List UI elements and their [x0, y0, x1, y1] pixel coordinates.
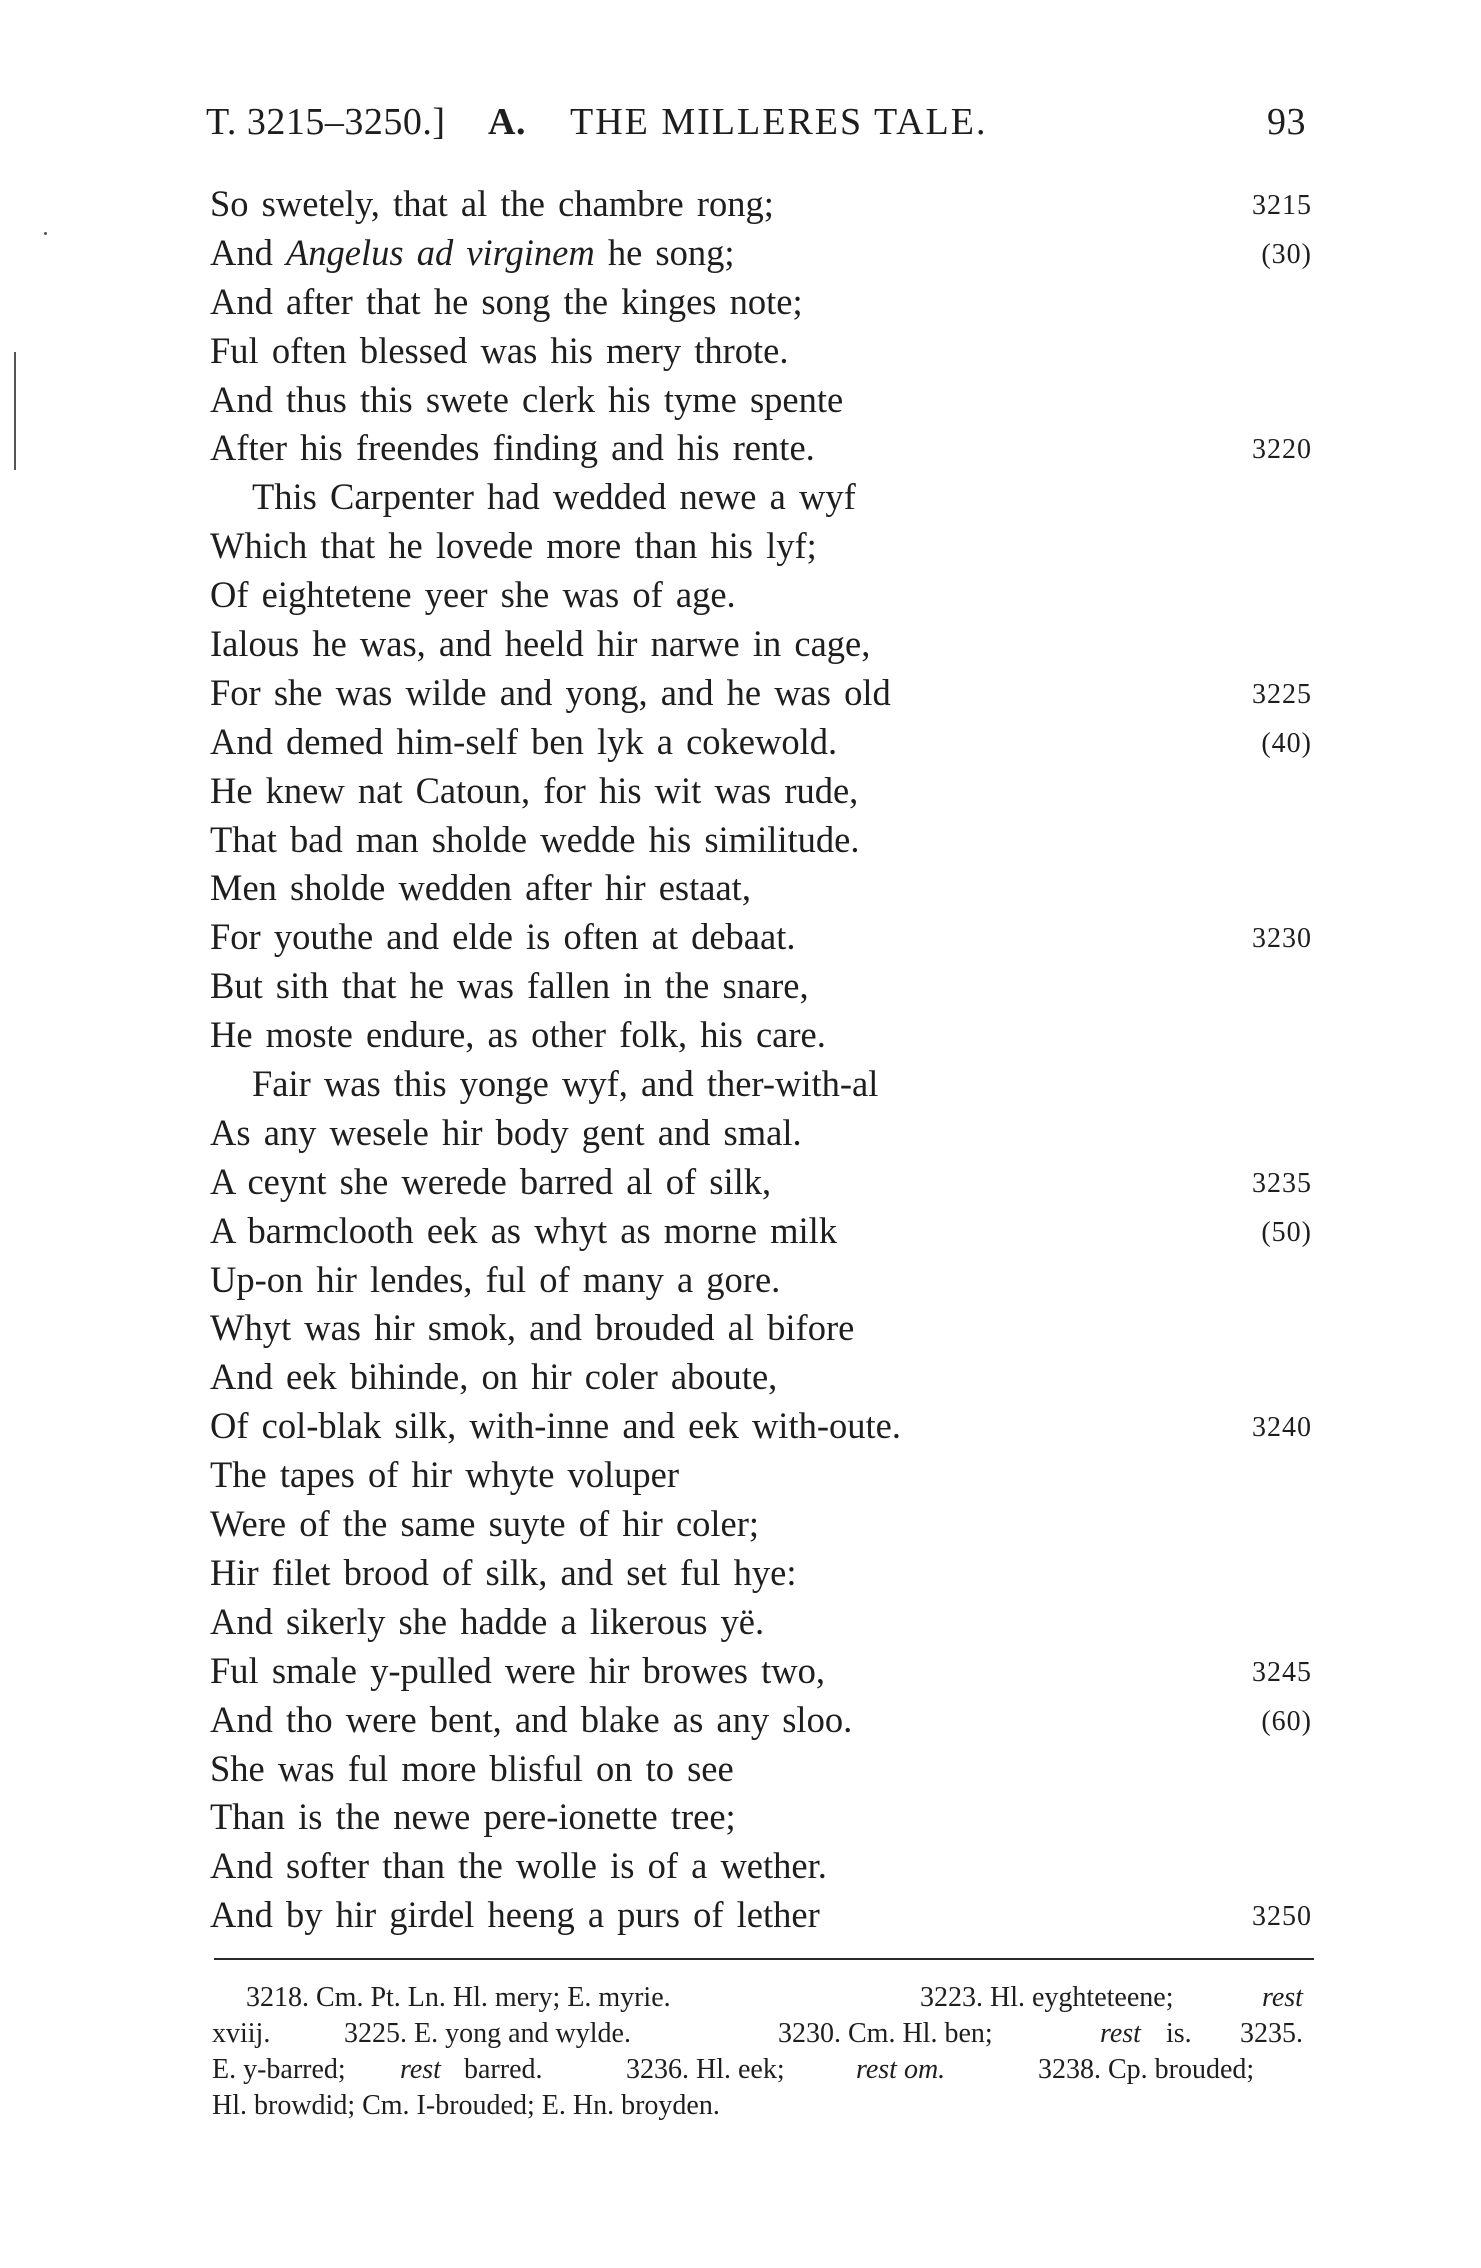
verse-text: Ful often blessed was his mery throte. [210, 329, 789, 371]
verse-line [210, 1060, 1310, 1109]
verse-line [210, 1745, 1310, 1794]
verse-line [210, 376, 1310, 425]
verse-line [210, 913, 1310, 962]
verse-text: He knew nat Catoun, for his wit was rude, [210, 769, 859, 811]
verse-line [210, 229, 1310, 278]
verse-text: Ful smale y-pulled were hir browes two, [210, 1649, 825, 1691]
line-number: 3225 [1252, 678, 1312, 710]
verse-line [210, 1549, 1310, 1598]
verse-text: Fair was this yonge wyf, and ther-with-al [252, 1063, 879, 1105]
verse-line [210, 571, 1310, 620]
verse-text: As any wesele hir body gent and smal. [210, 1111, 802, 1153]
verse-text: And after that he song the kinges note; [210, 280, 803, 322]
verse-text: After his freendes finding and his rente. [210, 427, 815, 469]
line-number: (50) [1261, 1216, 1312, 1248]
verse-text: Whyt was hir smok, and brouded al bifore [210, 1307, 855, 1349]
margin-dot [44, 232, 47, 235]
verse-line [210, 1696, 1310, 1745]
verse-line [210, 669, 1310, 718]
verse-text: And thus this swete clerk his tyme spente [210, 378, 844, 420]
note-text: 3236. Hl. eek; [626, 2054, 785, 2085]
verse-line [210, 522, 1310, 571]
verse-text: Of col-blak silk, with-inne and eek with-oute. [210, 1405, 901, 1447]
verse-text: And by hir girdel heeng a purs of lether [210, 1894, 820, 1936]
verse-text: And demed him-self ben lyk a cokewold. [210, 720, 838, 762]
page-number: 93 [1267, 101, 1306, 143]
verse-line [210, 767, 1310, 816]
verse-line [210, 1891, 1310, 1940]
verse-text: A ceynt she werede barred al of silk, [210, 1160, 772, 1202]
verse-line [210, 962, 1310, 1011]
verse-line [210, 864, 1310, 913]
verse-line [210, 1793, 1310, 1842]
note-text: E. y-barred; [212, 2054, 346, 2085]
note-line [212, 2088, 1312, 2124]
line-number: 3235 [1252, 1167, 1312, 1199]
line-number: 3220 [1252, 434, 1312, 466]
verse-text: For youthe and elde is often at debaat. [210, 916, 796, 958]
note-text: 3225. E. yong and wylde. [344, 2018, 631, 2049]
verse-line [210, 180, 1310, 229]
verse-line [210, 327, 1310, 376]
verse-line [210, 1011, 1310, 1060]
verse-line [210, 1158, 1310, 1207]
note-line [212, 2052, 1312, 2088]
verse-line [210, 816, 1310, 865]
note-text: 3223. Hl. eyghteteene; [920, 1982, 1174, 2013]
verse-text: And eek bihinde, on hir coler aboute, [210, 1356, 778, 1398]
verse-text: The tapes of hir whyte voluper [210, 1454, 680, 1496]
verse-text: Hir filet brood of silk, and set ful hye: [210, 1551, 797, 1593]
note-text: rest [400, 2054, 441, 2085]
verse-line [210, 1207, 1310, 1256]
line-number: 3215 [1252, 190, 1312, 221]
note-text: 3218. Cm. Pt. Ln. Hl. mery; E. myrie. [246, 1982, 671, 2013]
verse-line [210, 1598, 1310, 1647]
verse-line [210, 1402, 1310, 1451]
verse-block [210, 180, 1310, 1940]
verse-line [210, 424, 1310, 473]
verse-text: This Carpenter had wedded newe a wyf [252, 476, 856, 518]
note-text: xviij. [212, 2018, 271, 2049]
verse-text: Ialous he was, and heeld hir narwe in cage, [210, 623, 871, 665]
footnote-rule [214, 1958, 1314, 1960]
verse-line [210, 1842, 1310, 1891]
verse-text: Of eightetene yeer she was of age. [210, 574, 736, 616]
verse-line [210, 1256, 1310, 1305]
verse-text: But sith that he was fallen in the snare, [210, 965, 809, 1007]
line-number: (60) [1261, 1705, 1312, 1737]
verse-line [210, 1304, 1310, 1353]
verse-text: Men sholde wedden after hir estaat, [210, 867, 751, 909]
verse-line [210, 718, 1310, 767]
line-range: T. 3215–3250.] [206, 101, 446, 143]
line-number: 3240 [1252, 1412, 1312, 1444]
note-text: is. [1166, 2018, 1192, 2049]
note-line [212, 2016, 1312, 2052]
textual-notes [212, 1980, 1312, 2124]
line-number: 3230 [1252, 923, 1312, 955]
verse-line [210, 1647, 1310, 1696]
verse-text: And softer than the wolle is of a wether. [210, 1845, 827, 1887]
note-text: Hl. browdid; Cm. I-brouded; E. Hn. broyden. [212, 2090, 720, 2121]
note-text: 3230. Cm. Hl. ben; [778, 2018, 993, 2049]
note-text: 3238. Cp. brouded; [1038, 2054, 1255, 2085]
verse-line [210, 1500, 1310, 1549]
verse-text: So swetely, that al the chambre rong; [210, 183, 774, 224]
line-number: (40) [1261, 727, 1312, 759]
note-text: rest om. [856, 2054, 946, 2085]
italic-phrase: Angelus ad virginem [285, 231, 595, 273]
verse-text: She was ful more blisful on to see [210, 1747, 734, 1789]
verse-line [210, 278, 1310, 327]
note-text: barred. [464, 2054, 543, 2085]
note-text: rest [1100, 2018, 1141, 2049]
line-number: 3250 [1252, 1901, 1312, 1933]
verse-text: And Angelus ad virginem he song; [210, 231, 735, 273]
line-number: 3245 [1252, 1656, 1312, 1688]
running-head [206, 100, 1306, 160]
verse-line [210, 473, 1310, 522]
verse-text: Than is the newe pere-ionette tree; [210, 1796, 736, 1838]
line-number: (30) [1261, 238, 1312, 270]
verse-line [210, 1109, 1310, 1158]
verse-text: That bad man sholde wedde his similitude. [210, 818, 860, 860]
verse-text: And tho were bent, and blake as any sloo. [210, 1698, 853, 1740]
verse-line [210, 1451, 1310, 1500]
verse-text: Up-on hir lendes, ful of many a gore. [210, 1258, 781, 1300]
verse-text: And sikerly she hadde a likerous yë. [210, 1600, 765, 1642]
note-text: 3235. [1240, 2018, 1303, 2049]
note-text: rest [1262, 1982, 1303, 2013]
note-line [212, 1980, 1312, 2016]
verse-line [210, 620, 1310, 669]
verse-text: For she was wilde and yong, and he was old [210, 671, 891, 713]
verse-text: A barmclooth eek as whyt as morne milk [210, 1209, 838, 1251]
page-title: THE MILLERES TALE. [570, 101, 988, 143]
verse-text: He moste endure, as other folk, his care. [210, 1014, 826, 1056]
margin-mark [14, 352, 16, 470]
section-letter: A. [488, 101, 526, 143]
verse-line [210, 1353, 1310, 1402]
verse-text: Which that he lovede more than his lyf; [210, 525, 817, 567]
verse-text: Were of the same suyte of hir coler; [210, 1503, 760, 1545]
